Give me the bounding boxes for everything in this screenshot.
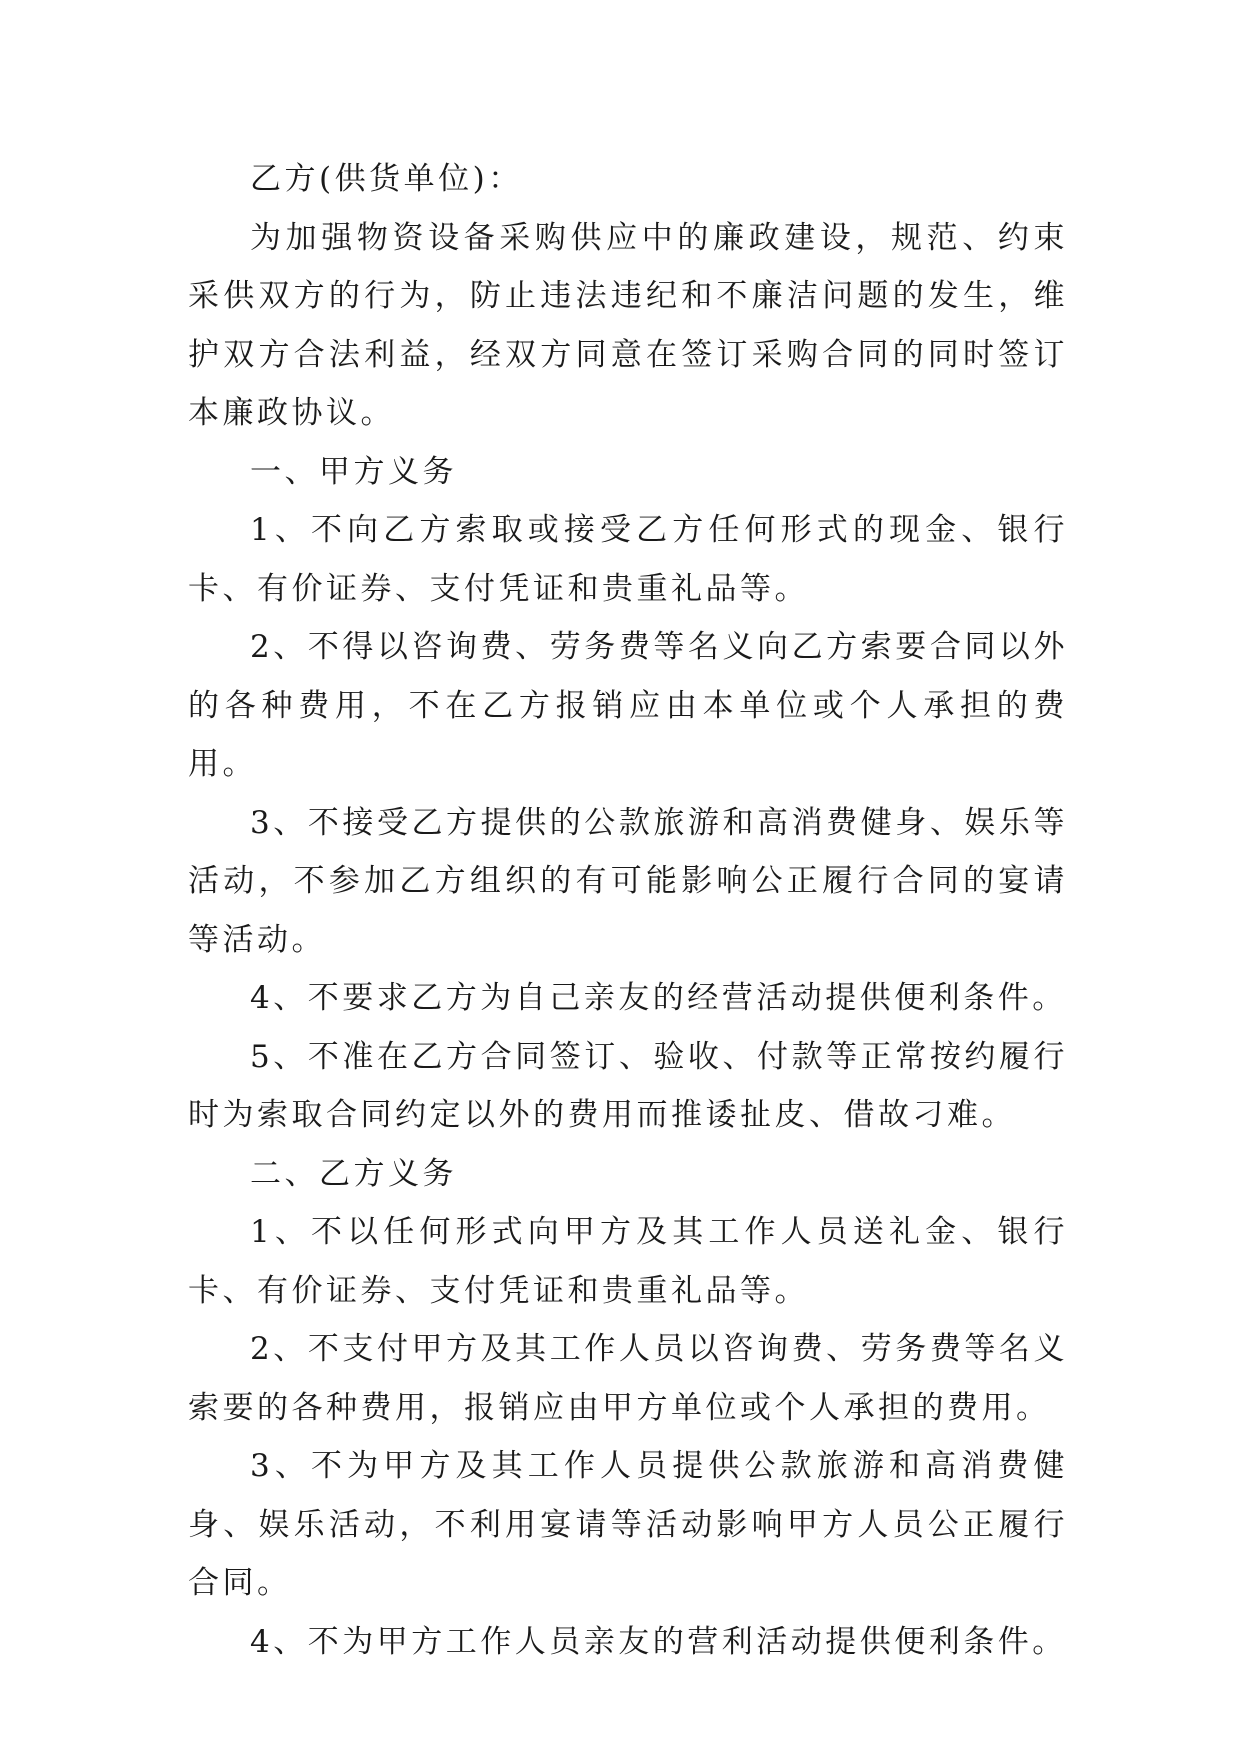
party-a-clause-3: 3、不接受乙方提供的公款旅游和高消费健身、娱乐等活动，不参加乙方组织的有可能影响公正履行合同的宴请等活动。	[188, 804, 1068, 958]
party-b-clause-3: 3、不为甲方及其工作人员提供公款旅游和高消费健身、娱乐活动，不利用宴请等活动影响甲方人员公正履行合同。	[188, 1448, 1068, 1601]
party-a-clause-1: 1、不向乙方索取或接受乙方任何形式的现金、银行卡、有价证券、支付凭证和贵重礼品等。	[188, 512, 1068, 607]
party-b-clause-2: 2、不支付甲方及其工作人员以咨询费、劳务费等名义索要的各种费用，报销应由甲方单位或个人承担的费用。	[188, 1331, 1068, 1426]
intro-paragraph: 为加强物资设备采购供应中的廉政建设，规范、约束采供双方的行为，防止违法违纪和不廉洁问题的发生，维护双方合法利益，经双方同意在签订采购合同的同时签订本廉政协议。	[188, 219, 1068, 431]
party-b-clause-1: 1、不以任何形式向甲方及其工作人员送礼金、银行卡、有价证券、支付凭证和贵重礼品等。	[188, 1214, 1068, 1309]
party-b-clause-4: 4、不为甲方工作人员亲友的营利活动提供便利条件。	[250, 1623, 1067, 1660]
party-a-clause-2: 2、不得以咨询费、劳务费等名义向乙方索要合同以外的各种费用，不在乙方报销应由本单位或个人承担的费用。	[188, 629, 1068, 782]
party-a-clause-5: 5、不准在乙方合同签订、验收、付款等正常按约履行时为索取合同约定以外的费用而推诿扯皮、借故刁难。	[188, 1038, 1068, 1133]
document-body	[188, 150, 1068, 1671]
section-heading-party-b: 二、乙方义务	[250, 1155, 457, 1192]
party-b-line: 乙方(供货单位)：	[250, 161, 523, 197]
section-heading-party-a: 一、甲方义务	[250, 453, 457, 490]
party-a-clause-4: 4、不要求乙方为自己亲友的经营活动提供便利条件。	[250, 980, 1067, 1016]
